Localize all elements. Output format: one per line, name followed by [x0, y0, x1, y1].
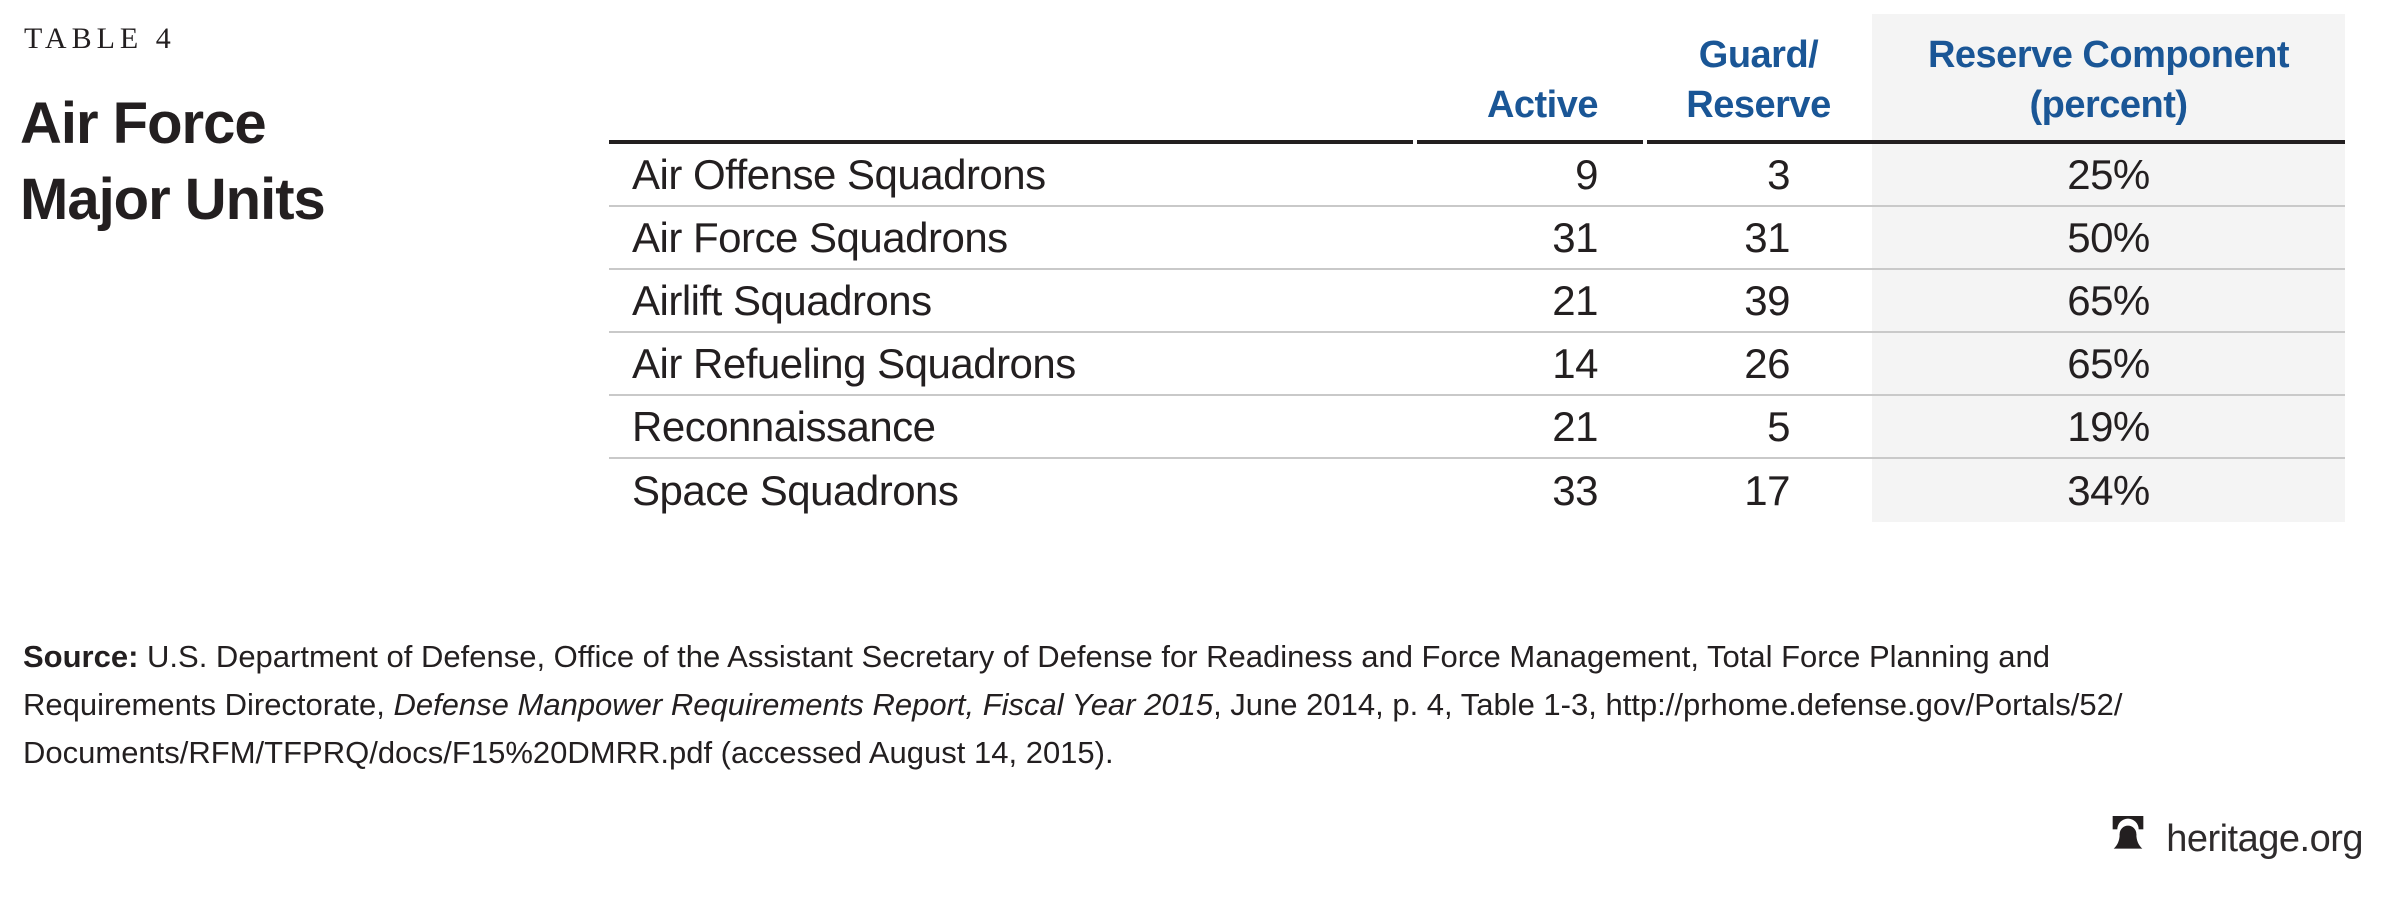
column-header-unit: [609, 14, 1415, 140]
table-row: [609, 144, 2345, 207]
table-row: [609, 396, 2345, 459]
active-value: 33: [1552, 466, 1598, 514]
table-row: [609, 207, 2345, 270]
heritage-url-text: heritage.org: [2166, 818, 2363, 860]
column-header-reserve-line1: Reserve Component: [1927, 34, 2290, 76]
active-value: 9: [1575, 150, 1598, 198]
reserve-percent: 34%: [1872, 459, 2345, 522]
source-line2-url: , June 2014, p. 4, Table 1-3, http://prhome.defense.gov/Portals/52/: [1213, 687, 2123, 722]
source-line1-text: U.S. Department of Defense, Office of the Assistant Secretary of Defense for Readiness and Force Management, Total Force Planning and: [147, 639, 2050, 674]
column-header-active-label: Active: [1486, 84, 1598, 126]
table-row: [609, 270, 2345, 333]
liberty-bell-icon: [2108, 812, 2148, 856]
row-label: Air Offense Squadrons: [632, 150, 1046, 198]
header-rule-gap: [1413, 140, 1417, 144]
source-line2-italic-title: Defense Manpower Requirements Report, Fiscal Year 2015: [393, 687, 1214, 722]
figure-title-line2: Major Units: [20, 167, 325, 232]
figure-title: [20, 86, 325, 238]
row-label: Reconnaissance: [632, 402, 936, 450]
active-value: 21: [1552, 276, 1598, 324]
source-label: Source:: [23, 639, 148, 674]
reserve-percent: 65%: [1872, 270, 2345, 331]
source-line-2: [23, 681, 2373, 729]
column-header-guard-line2: Reserve: [1686, 84, 1831, 126]
row-label: Air Force Squadrons: [632, 213, 1008, 261]
column-header-guard-reserve: [1645, 14, 1872, 140]
row-label: Air Refueling Squadrons: [632, 339, 1076, 387]
guard-value: 3: [1767, 150, 1790, 198]
active-value: 21: [1552, 402, 1598, 450]
source-line-1: [23, 633, 2373, 681]
reserve-percent: 50%: [1872, 207, 2345, 268]
source-line-3: [23, 729, 2373, 777]
guard-value: 5: [1767, 402, 1790, 450]
reserve-percent: 19%: [1872, 396, 2345, 457]
source-note: [23, 633, 2373, 777]
row-label: Airlift Squadrons: [632, 276, 932, 324]
guard-value: 26: [1744, 339, 1790, 387]
reserve-percent: 65%: [1872, 333, 2345, 394]
row-label: Space Squadrons: [632, 466, 959, 514]
column-header-guard-line1: Guard/: [1698, 34, 1819, 76]
table-number-label: TABLE 4: [24, 22, 176, 55]
column-header-reserve-line2: (percent): [2029, 84, 2188, 126]
guard-value: 31: [1744, 213, 1790, 261]
table-row: [609, 459, 2345, 522]
active-value: 31: [1552, 213, 1598, 261]
active-value: 14: [1552, 339, 1598, 387]
reserve-percent: 25%: [1872, 144, 2345, 205]
air-force-major-units-table: [609, 14, 2345, 522]
heritage-brand: [2108, 812, 2363, 858]
header-rule-gap: [1643, 140, 1647, 144]
column-header-active: [1415, 14, 1645, 140]
source-line2-pre: Requirements Directorate,: [23, 687, 394, 722]
guard-value: 39: [1744, 276, 1790, 324]
table-row: [609, 333, 2345, 396]
source-line3-text: Documents/RFM/TFPRQ/docs/F15%20DMRR.pdf (accessed August 14, 2015).: [23, 735, 1114, 770]
figure-title-line1: Air Force: [20, 91, 266, 156]
table-header-row: [609, 14, 2345, 144]
guard-value: 17: [1744, 466, 1790, 514]
column-header-reserve-component: [1872, 14, 2345, 140]
